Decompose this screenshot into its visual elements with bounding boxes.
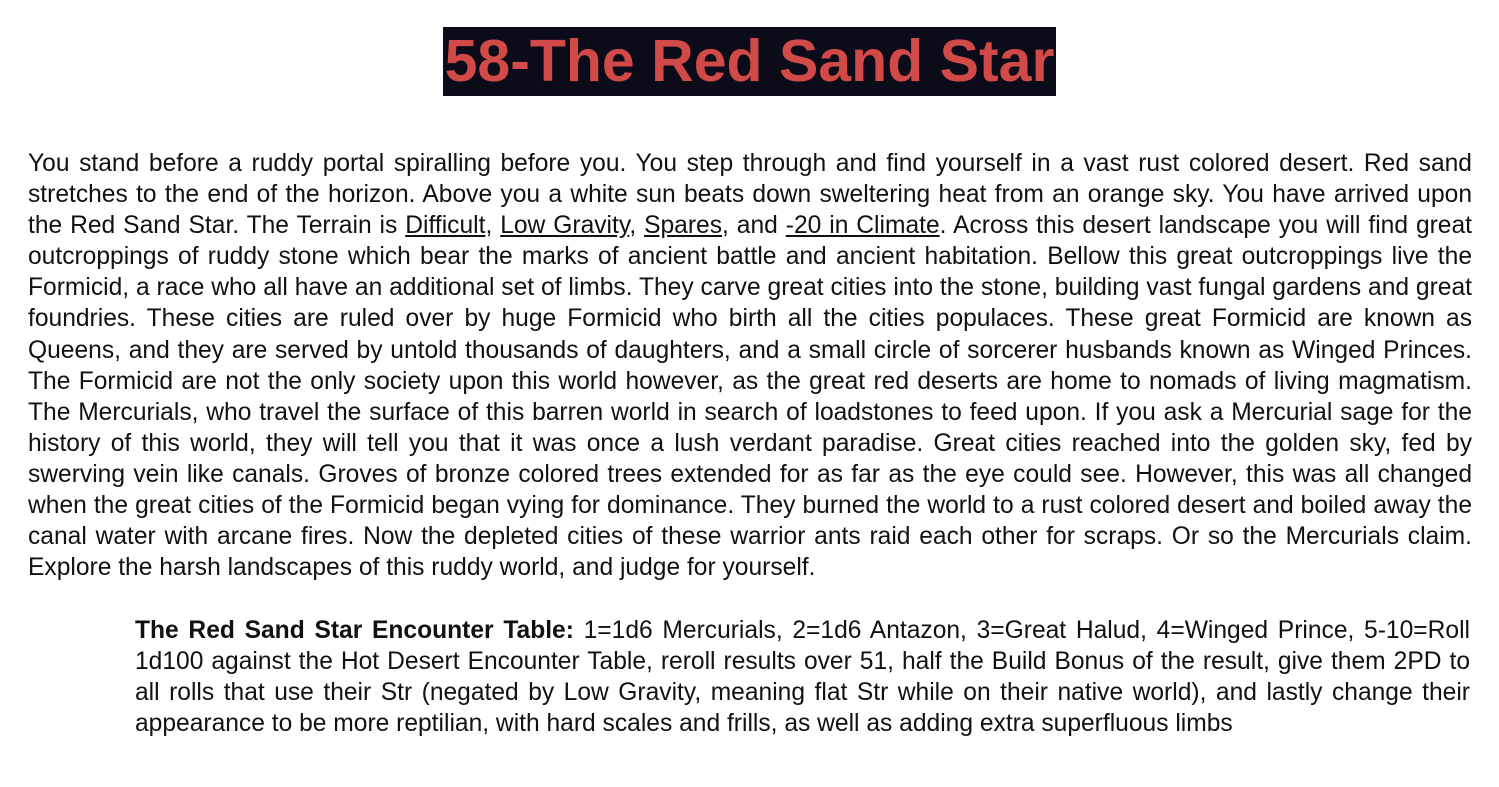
- terrain-link-climate[interactable]: -20 in Climate: [785, 212, 940, 240]
- encounter-table-label: The Red Sand Star Encounter Table:: [135, 617, 574, 644]
- terrain-link-low-gravity[interactable]: Low Gravity: [500, 212, 630, 240]
- page-title: 58-The Red Sand Star: [444, 28, 1055, 94]
- encounter-table-text: 1=1d6 Mercurials, 2=1d6 Antazon, 3=Great Halud, 4=Winged Prince, 5-10=Roll 1d100 against the Hot Desert Encounter Table, reroll results over 51, half the Build Bonus of the result, give them 2PD to all rolls that use their Str (negated by Low Gravity, meaning flat Str while on their native world), and lastly change their appearance to be more reptilian, with hard scales and frills, as well as adding extra superfluous limbs: [135, 617, 1471, 738]
- encounter-table-paragraph: [135, 615, 1470, 739]
- intro-text-rest: . Across this desert landscape you will find great outcroppings of ruddy stone which bear the marks of ancient battle and ancient habitation. Bellow this great outcroppings live the Formicid, a race who all have an additional set of limbs. They carve great cities into the stone, building vast fungal gardens and great foundries. These cities are ruled over by huge Formicid who birth all the cities populaces. These great Formicid are known as Queens, and they are served by untold thousands of daughters, and a small circle of sorcerer husbands known as Winged Princes. The Formicid are not the only society upon this world however, as the great red deserts are home to nomads of living magmatism. The Mercurials, who travel the surface of this barren world in search of loadstones to feed upon. If you ask a Mercurial sage for the history of this world, they will tell you that it was once a lush verdant paradise. Great cities reached into the golden sky, fed by swerving vein like canals. Groves of bronze colored trees extended for as far as the eye could see. However, this was all changed when the great cities of the Formicid began vying for dominance. They burned the world to a rust colored desert and boiled away the canal water with arcane fires. Now the depleted cities of these warrior ants raid each other for scraps. Or so the Mercurials claim. Explore the harsh landscapes of this ruddy world, and judge for yourself.: [28, 212, 1472, 582]
- separator: , and: [722, 212, 786, 240]
- title-container: [0, 27, 1499, 96]
- intro-text-start: You stand before a ruddy portal spiralling before you. You step through and find yourself in a vast rust colored desert. Red sand stretches to the end of the horizon. Above you a white sun beats down sweltering heat from an orange sky. You have arrived upon the Red Sand Star. The Terrain is: [28, 150, 1472, 240]
- separator: ,: [629, 212, 645, 240]
- intro-paragraph: [28, 148, 1472, 583]
- terrain-link-difficult[interactable]: Difficult: [405, 212, 486, 240]
- separator: ,: [485, 212, 501, 240]
- terrain-link-spares[interactable]: Spares: [644, 212, 723, 240]
